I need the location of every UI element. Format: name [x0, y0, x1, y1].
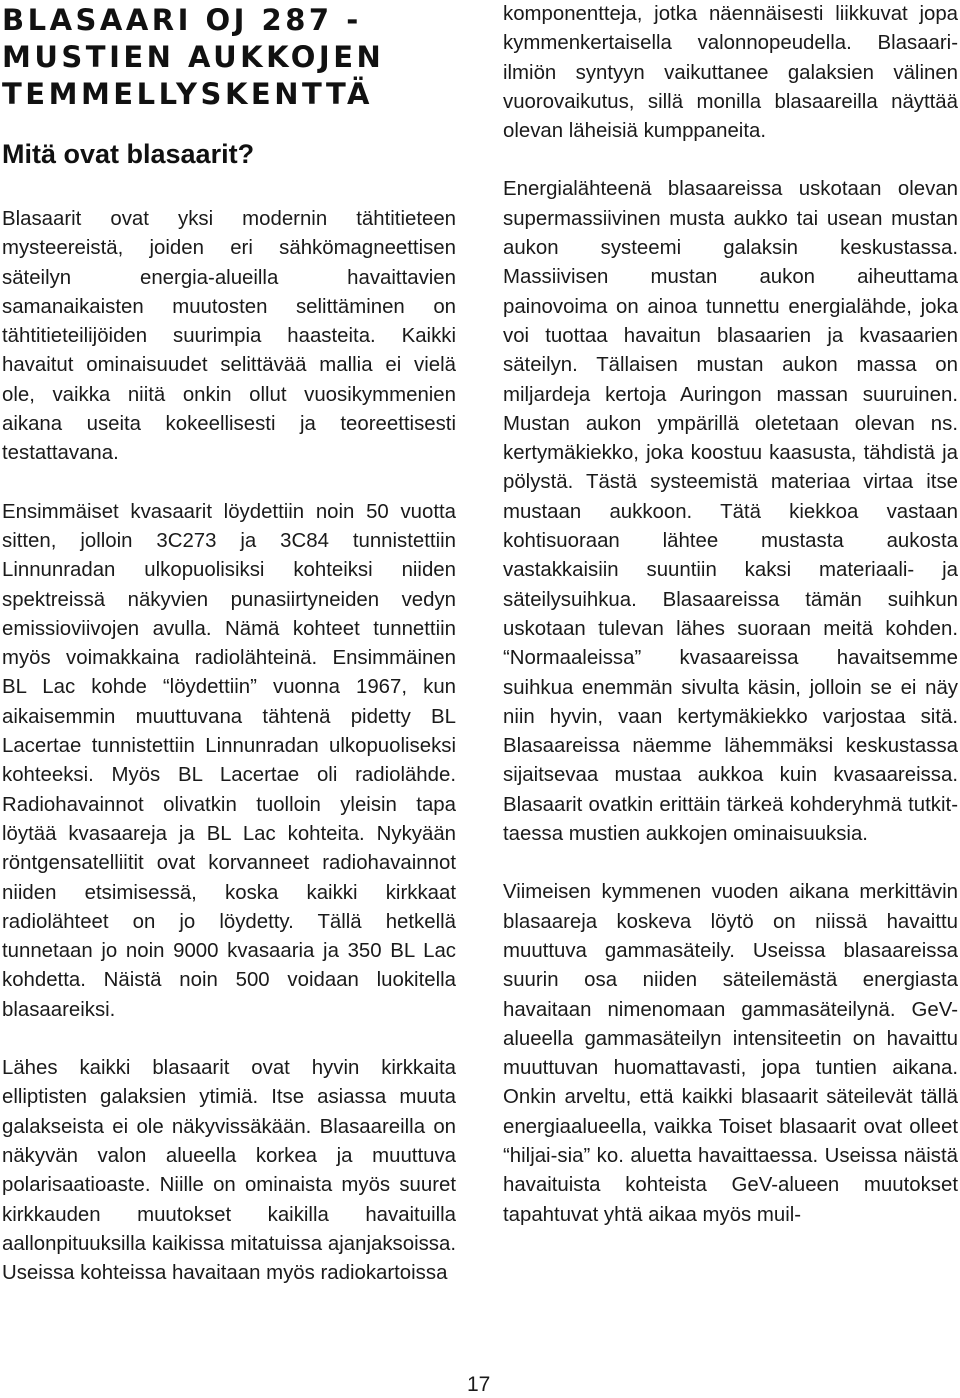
right-column	[503, 0, 958, 1230]
article-title: BLASAARI OJ 287 - MUSTIEN AUKKOJEN TEMMELLYSKENTTÄ	[2, 3, 385, 111]
section-heading: Mitä ovat blasaarit?	[2, 139, 255, 169]
body-paragraph: Energialähteenä blasaareissa uskotaan olevan supermassiivinen musta aukko tai usean mustan aukon systeemi galaksin keskustassa. Massiivisen mustan aukon aiheuttama painovoima on ainoa tunnettu energialähde, joka voi tuottaa havaitun blasaarien ja kvasaarien säteilyn. Tällaisen mustan aukon massa on miljardeja kertoja Auringon massan suuruinen. Mustan aukon ympärillä oletetaan olevan ns. kertymäkiekko, joka koostuu kaasusta, tähdistä ja pölystä. Tästä systeemistä materiaa virtaa itse mustaan aukkoon. Tätä kiekkoa vastaan kohtisuoraan lähtee mustasta aukosta vastakkaisiin suuntiin kaksi materiaali- ja säteilysuihkua. Blasaareissa tämän suihkun uskotaan tulevan lähes suoraan meitä kohden. “Normaaleissa” kvasaareissa havaitsemme suihkua enemmän sivulta käsin, jolloin se ei näy niin hyvin, vaan kertymäkiekko varjostaa sitä. Blasaareissa näemme lähemmäksi keskustassa sijaitsevaa mustaa aukkoa kuin kvasaareissa. Blasaarit ovatkin erittäin tärkeä kohderyhmä tutkittaessa mustien aukkojen ominaisuuksia.	[503, 178, 958, 846]
body-paragraph: Blasaarit ovat yksi modernin tähtitieteen mysteereistä, joiden eri sähkömagneettisen säteilyn energia-alueilla havaittavien samanaikaisten muutosten selittäminen on tähtitieteilijöiden suurimpia haasteita. Kaikki havaitut ominaisuudet selittävää mallia ei vielä ole, vaikka niitä onkin ollut vuosikymmenien aikana useita kokeellisesti ja teoreettisesti testattavana.	[2, 208, 456, 465]
body-paragraph: Ensimmäiset kvasaarit löydettiin noin 50 vuotta sitten, jolloin 3C273 ja 3C84 tunnistettiin Linnunradan ulkopuolisiksi kohteiksi niiden spektreissä näkyvien punasiirtyneiden vedyn emissioviivojen avulla. Nämä kohteet tunnettiin myös voimakkaina radiolähteinä. Ensimmäinen BL Lac kohde “löydettiin” vuonna 1967, kun aikaisemmin muuttuvana tähtenä pidetty BL Lacertae tunnistettiin Linnunradan ulkopuoliseksi kohteeksi. Myös BL Lacertae oli radiolähde. Radiohavainnot olivatkin tuolloin yleisin tapa löytää kvasaareja ja BL Lac kohteita. Nykyään röntgensatelliitit ovat korvanneet radiohavainnot niiden etsimisessä, koska kaikki kirkkaat radiolähteet on jo löydetty. Tällä hetkellä tunnetaan jo noin 9000 kvasaaria ja 350 BL Lac kohdetta. Näistä noin 500 voidaan luokitella blasaareiksi.	[2, 500, 456, 1021]
body-paragraph: Lähes kaikki blasaarit ovat hyvin kirkkaita elliptisten galaksien ytimiä. Itse asiassa muuta galakseista ei ole näkyvissäkään. Blasaareilla on näkyvän valon alueella korkea ja muuttuva polarisaatioaste. Niille on ominaista myös suuret kirkkauden muutokset kaikilla havaituilla aallonpituuksilla kaikissa mitatuissa ajanjaksoissa. Useissa kohteissa havaitaan myös radiokartoissa	[2, 1057, 456, 1285]
left-column	[2, 0, 456, 1288]
body-paragraph: komponentteja, jotka näennäisesti liikkuvat jopa kymmenkertaisella valonnopeudella. Blasaari-ilmiön syntyyn vaikuttanee galaksien välinen vuorovaikutus, sillä monilla blasaareilla näyttää olevan läheisiä kumppaneita.	[503, 3, 958, 143]
body-paragraph: Viimeisen kymmenen vuoden aikana merkittävin blasaareja koskeva löytö on niissä havaittu muuttuva gammasäteily. Useissa blasaareissa suurin osa niiden säteilemästä energiasta havaitaan nimenomaan gammasäteilynä. GeV-alueella gammasäteilyn intensiteetin on havaittu muuttuvan huomattavasti, jopa tuntien aikana. Onkin arveltu, että kaikki blasaarit säteilevät tällä energiaalueella, vaikka Toiset blasaarit ovat olleet “hiljai-sia” ko. aluetta havaittaessa. Useissa näistä havaituista kohteista GeV-alueen muutokset tapahtuvat yhtä aikaa myös muil-	[503, 881, 958, 1226]
page-number: 17	[467, 1373, 491, 1396]
